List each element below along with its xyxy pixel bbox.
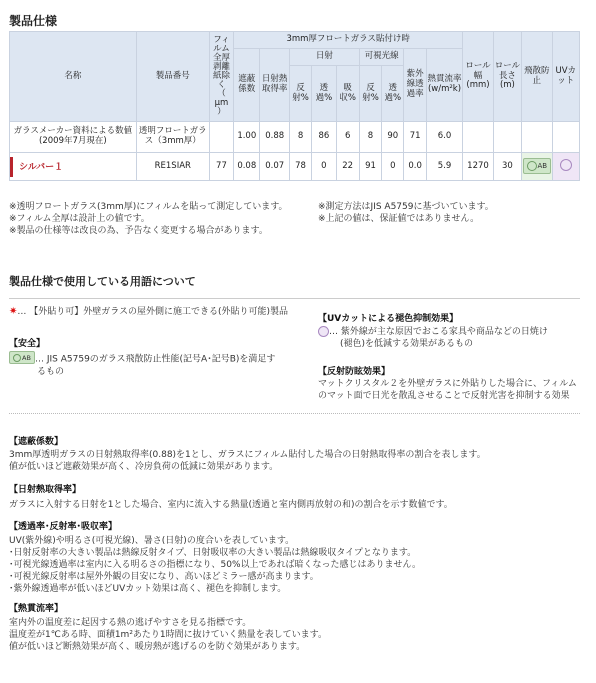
header-s-reflect: 反射%: [289, 66, 311, 122]
product-s-absorb: 22: [336, 153, 359, 181]
header-s-transmit: 透過%: [312, 66, 336, 122]
ref-name: ガラスメーカー資料による数値(2009年7月現在): [10, 122, 137, 153]
ref-product-no: 透明フロートガラス（3mm厚）: [136, 122, 209, 153]
section-line: 値が低いほど断熱効果が高く、暖房熱が逃げるのを防ぐ効果があります。: [9, 642, 306, 652]
terms-divider: [9, 298, 580, 299]
header-shading: 遮蔽係数: [234, 49, 260, 122]
term-safety-label: 【安全】: [9, 339, 46, 349]
section-divider: [9, 413, 580, 414]
note-line: ※フィルム全厚は設計上の値です。: [9, 214, 150, 224]
terms-title: 製品仕様で使用している用語について: [9, 275, 196, 288]
product-no: RE1SIAR: [136, 153, 209, 181]
header-heat: 熱貫流率(w/m²k): [426, 49, 463, 122]
term-safety: AB … JIS A5759のガラス飛散防止性能(記号A･記号B)を満足す るもの: [9, 351, 309, 378]
product-shgc: 0.07: [260, 153, 289, 181]
section-label: 【熱貫流率】: [9, 604, 64, 614]
ref-shading: 1.00: [234, 122, 260, 153]
ref-film: [209, 122, 233, 153]
product-s-transmit: 0: [312, 153, 336, 181]
product-uv: 0.0: [404, 153, 426, 181]
header-uv: 紫外線透過率: [404, 49, 426, 122]
header-roll-width: ロール幅(mm): [463, 32, 493, 122]
ref-uv: 71: [404, 122, 426, 153]
uvcut-icon: [318, 326, 329, 337]
header-visible: 可視光線: [359, 49, 404, 66]
page-title: 製品仕様: [9, 14, 58, 28]
header-film-thickness: フィ ルム 全厚 剥離 紙除 く （ μm ）: [209, 32, 233, 122]
section-line: 3mm厚透明ガラスの日射熱取得率(0.88)を1とし、ガラスにフィルム貼付した場合の日射熱取得率の割合を表します。: [9, 450, 486, 460]
term-star: ✷… 【外貼り可】外壁ガラスの屋外側に施工できる(外貼り可能)製品: [9, 306, 289, 317]
section-label: 【透過率･反射率･吸収率】: [9, 522, 118, 532]
ref-v-reflect: 8: [359, 122, 381, 153]
uv-cut-icon: [560, 159, 572, 171]
ref-s-absorb: 6: [336, 122, 359, 153]
term-sections: [9, 434, 589, 653]
ref-heat: 6.0: [426, 122, 463, 153]
header-anti-scatter: 飛散防止: [522, 32, 552, 122]
header-v-transmit: 透過%: [382, 66, 404, 122]
section-line: ガラスに入射する日射を1とした場合、室内に流入する熱量(透過と室内側再放射の和)の割合を示す数値です。: [9, 500, 453, 510]
notes-left: [9, 201, 288, 237]
product-film: 77: [209, 153, 233, 181]
note-line: ※上記の値は、保証値ではありません。: [318, 214, 480, 224]
header-solar: 日射: [289, 49, 359, 66]
star-icon: ✷: [9, 306, 18, 317]
section-line: 値が低いほど遮蔽効果が高く、冷房負荷の低減に効果があります。: [9, 462, 279, 472]
product-uv-cut: [552, 153, 579, 181]
header-roll-length: ロール長さ(m): [493, 32, 521, 122]
section-label: 【遮蔽係数】: [9, 437, 64, 447]
header-v-reflect: 反射%: [359, 66, 381, 122]
header-group: 3mm厚フロートガラス貼付け時: [234, 32, 463, 49]
note-line: ※透明フロートガラス(3mm厚)にフィルムを貼って測定しています。: [9, 202, 288, 212]
term-antiglare-label: 【反射防眩効果】: [318, 367, 391, 377]
header-product-no: 製品番号: [136, 32, 209, 122]
note-line: ※測定方法はJIS A5759に基づいています。: [318, 202, 494, 212]
ref-v-transmit: 90: [382, 122, 404, 153]
header-shgc: 日射熱取得率: [260, 49, 289, 122]
notes-right: [318, 201, 494, 225]
term-uvcut-label: 【UVカットによる褪色抑制効果】: [318, 314, 459, 324]
section-line: 温度差が1℃ある時、面積1m²あたり1時間に抜けていく熱量を表しています。: [9, 630, 327, 640]
header-uv-cut: UVカット: [552, 32, 579, 122]
section-line: ･可視光線反射率は屋外外観の目安になり、高いほどミラー感が高まります。: [9, 572, 319, 582]
product-roll-length: 30: [493, 153, 521, 181]
product-roll-width: 1270: [463, 153, 493, 181]
section-label: 【日射熱取得率】: [9, 485, 82, 495]
ref-s-transmit: 86: [312, 122, 336, 153]
spec-table: [9, 31, 580, 181]
term-uvcut: … 紫外線が主な原因でおこる家具や商品などの日焼け (褪色)を低減する効果があるもの: [318, 326, 588, 350]
ref-shgc: 0.88: [260, 122, 289, 153]
product-name-cell: [10, 153, 137, 181]
product-shading: 0.08: [234, 153, 260, 181]
product-color-bar: [10, 157, 13, 177]
section-line: UV(紫外線)や明るさ(可視光線)、暑さ(日射)の度合いを表しています。: [9, 536, 295, 546]
term-antiglare: マットクリスタル２を外壁ガラスに外貼りした場合に、フィルム のマット面で日光を散乱させることで反射光害を抑制する効果: [318, 379, 577, 401]
section-line: ･可視光線透過率は室内に入る明るさの指標になり、50%以上であれば暗くなった感じはありません。: [9, 560, 422, 570]
anti-scatter-ab-icon: AB: [523, 158, 551, 174]
header-name: 名称: [10, 32, 137, 122]
section-line: ･紫外線透過率が低いほどUVカット効果は高く、褪色を抑制します。: [9, 584, 287, 594]
section-line: 室内外の温度差に起因する熱の逃げやすさを見る指標です。: [9, 618, 252, 628]
header-s-absorb: 吸収%: [336, 66, 359, 122]
ref-s-reflect: 8: [289, 122, 311, 153]
safety-ab-icon: AB: [9, 351, 35, 364]
product-name[interactable]: シルバー１: [19, 162, 64, 172]
product-s-reflect: 78: [289, 153, 311, 181]
product-v-reflect: 91: [359, 153, 381, 181]
section-line: ･日射反射率の大きい製品は熱線反射タイプ、日射吸収率の大きい製品は熱線吸収タイプとなります。: [9, 548, 417, 558]
note-line: ※製品の仕様等は改良の為、予告なく変更する場合があります。: [9, 226, 268, 236]
product-heat: 5.9: [426, 153, 463, 181]
product-anti-scatter: [522, 153, 552, 181]
product-v-transmit: 0: [382, 153, 404, 181]
